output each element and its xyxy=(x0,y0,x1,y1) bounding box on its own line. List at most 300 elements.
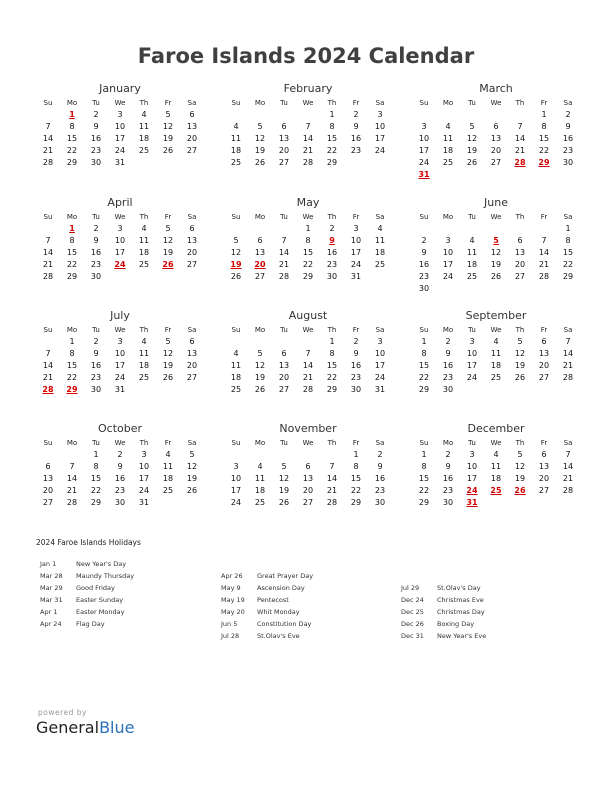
day-cell: 6 xyxy=(305,462,311,471)
day-cell: 3 xyxy=(469,337,475,346)
day-cell: 15 xyxy=(418,474,430,483)
day-cell: 4 xyxy=(257,462,263,471)
day-cell: 13 xyxy=(514,248,526,257)
day-cell: 28 xyxy=(42,158,54,167)
holiday-date-label: May 19 xyxy=(221,596,245,604)
day-cell: 28 xyxy=(562,373,574,382)
empty-cell xyxy=(224,449,248,461)
day-cell: 30 xyxy=(442,385,454,394)
day-cell: 22 xyxy=(302,260,314,269)
day-cell: 21 xyxy=(42,373,54,382)
day-cell: 2 xyxy=(353,110,359,119)
holiday-column xyxy=(40,558,134,630)
day-cell: 13 xyxy=(42,474,54,483)
day-cell: 11 xyxy=(138,122,150,131)
month-name: December xyxy=(467,422,525,435)
weekday-header: Mo xyxy=(254,99,266,107)
weekday-header: Su xyxy=(43,326,53,334)
day-cell: 13 xyxy=(278,361,290,370)
day-cell: 4 xyxy=(165,450,171,459)
day-cell: 19 xyxy=(514,474,526,483)
weekday-header: We xyxy=(302,439,314,447)
holiday-row xyxy=(401,618,486,630)
day-cell: 17 xyxy=(466,474,478,483)
weekday-header: Th xyxy=(515,439,525,447)
day-cell: 5 xyxy=(165,337,171,346)
month-november xyxy=(224,422,392,509)
holiday-date: 1 xyxy=(69,224,75,233)
weekday-header: Su xyxy=(43,99,53,107)
weekday-header: Mo xyxy=(66,439,78,447)
weekday-header: Th xyxy=(327,326,337,334)
holidays-title: 2024 Faroe Islands Holidays xyxy=(36,538,141,547)
day-cell: 7 xyxy=(45,236,51,245)
holiday-date: 29 xyxy=(66,385,78,394)
day-cell: 18 xyxy=(374,248,386,257)
month-name: June xyxy=(484,196,508,209)
day-cell: 22 xyxy=(350,486,362,495)
day-cell: 11 xyxy=(162,462,174,471)
holiday-date: 28 xyxy=(42,385,54,394)
day-cell: 31 xyxy=(138,498,150,507)
weekday-header: Fr xyxy=(540,439,548,447)
month-december xyxy=(412,422,580,509)
day-cell: 1 xyxy=(421,450,427,459)
day-cell: 19 xyxy=(162,361,174,370)
day-cell: 17 xyxy=(418,146,430,155)
day-cell: 1 xyxy=(353,450,359,459)
day-cell: 30 xyxy=(114,498,126,507)
day-cell: 21 xyxy=(42,260,54,269)
day-cell: 27 xyxy=(186,260,198,269)
day-cell: 25 xyxy=(490,373,502,382)
day-cell: 26 xyxy=(278,498,290,507)
weekday-header: Mo xyxy=(66,326,78,334)
day-cell: 24 xyxy=(230,498,242,507)
day-cell: 13 xyxy=(186,122,198,131)
day-cell: 26 xyxy=(490,272,502,281)
empty-cell xyxy=(320,449,344,461)
day-cell: 19 xyxy=(490,260,502,269)
holiday-date-label: Mar 29 xyxy=(40,584,63,592)
day-cell: 4 xyxy=(233,349,239,358)
weekday-header: Tu xyxy=(280,326,288,334)
weekday-header: Tu xyxy=(468,213,476,221)
month-may xyxy=(224,196,392,283)
day-cell: 1 xyxy=(329,337,335,346)
holiday-date-label: May 20 xyxy=(221,608,245,616)
day-cell: 25 xyxy=(138,373,150,382)
empty-cell xyxy=(248,336,272,348)
holiday-date: 9 xyxy=(329,236,335,245)
day-cell: 22 xyxy=(418,373,430,382)
day-cell: 16 xyxy=(374,474,386,483)
day-cell: 31 xyxy=(374,385,386,394)
day-cell: 15 xyxy=(562,248,574,257)
brand-general: General xyxy=(36,718,100,737)
day-cell: 15 xyxy=(326,134,338,143)
day-cell: 28 xyxy=(66,498,78,507)
empty-cell xyxy=(272,336,296,348)
day-cell: 8 xyxy=(69,349,75,358)
day-cell: 9 xyxy=(445,462,451,471)
day-cell: 21 xyxy=(278,260,290,269)
holiday-date-label: Apr 24 xyxy=(40,620,62,628)
weekday-header: We xyxy=(114,213,126,221)
weekday-header: Sa xyxy=(563,99,573,107)
holiday-date: 1 xyxy=(69,110,75,119)
day-cell: 21 xyxy=(326,486,338,495)
weekday-header: Fr xyxy=(164,439,172,447)
holiday-date-label: Dec 26 xyxy=(401,620,424,628)
holiday-row xyxy=(221,582,313,594)
day-cell: 3 xyxy=(377,110,383,119)
day-cell: 1 xyxy=(565,224,571,233)
empty-cell xyxy=(248,223,272,235)
day-cell: 23 xyxy=(442,486,454,495)
day-cell: 15 xyxy=(66,134,78,143)
day-cell: 9 xyxy=(353,349,359,358)
day-cell: 17 xyxy=(442,260,454,269)
weekday-header: Mo xyxy=(66,213,78,221)
weekday-header: Tu xyxy=(468,99,476,107)
day-cell: 14 xyxy=(42,134,54,143)
day-cell: 16 xyxy=(418,260,430,269)
day-cell: 12 xyxy=(162,349,174,358)
day-cell: 12 xyxy=(186,462,198,471)
day-cell: 10 xyxy=(114,349,126,358)
day-cell: 23 xyxy=(90,146,102,155)
day-cell: 2 xyxy=(93,110,99,119)
powered-by-label: powered by xyxy=(38,708,87,717)
weekday-header: We xyxy=(490,213,502,221)
day-cell: 24 xyxy=(442,272,454,281)
day-cell: 12 xyxy=(162,236,174,245)
empty-cell xyxy=(36,223,60,235)
weekday-header: Sa xyxy=(187,99,197,107)
month-january xyxy=(36,82,204,169)
day-cell: 11 xyxy=(254,474,266,483)
weekday-header: Su xyxy=(231,439,241,447)
day-cell: 8 xyxy=(305,236,311,245)
day-cell: 30 xyxy=(90,272,102,281)
day-cell: 4 xyxy=(377,224,383,233)
empty-cell xyxy=(460,223,484,235)
day-cell: 4 xyxy=(493,450,499,459)
day-cell: 27 xyxy=(186,373,198,382)
day-cell: 19 xyxy=(254,373,266,382)
day-cell: 1 xyxy=(69,337,75,346)
day-cell: 13 xyxy=(302,474,314,483)
month-name: April xyxy=(107,196,133,209)
holiday-date-label: Jul 28 xyxy=(221,632,240,640)
day-cell: 16 xyxy=(350,134,362,143)
day-cell: 3 xyxy=(117,337,123,346)
day-cell: 5 xyxy=(517,337,523,346)
day-cell: 19 xyxy=(186,474,198,483)
day-cell: 31 xyxy=(114,158,126,167)
day-cell: 8 xyxy=(421,349,427,358)
day-cell: 24 xyxy=(114,146,126,155)
day-cell: 4 xyxy=(445,122,451,131)
holiday-date: 24 xyxy=(114,260,126,269)
day-cell: 29 xyxy=(302,272,314,281)
month-name: August xyxy=(288,309,328,322)
empty-cell xyxy=(412,223,436,235)
day-cell: 14 xyxy=(302,361,314,370)
day-cell: 18 xyxy=(138,134,150,143)
day-cell: 30 xyxy=(562,158,574,167)
day-cell: 10 xyxy=(230,474,242,483)
day-cell: 25 xyxy=(138,146,150,155)
day-cell: 25 xyxy=(442,158,454,167)
day-cell: 25 xyxy=(230,158,242,167)
day-cell: 17 xyxy=(114,134,126,143)
day-cell: 5 xyxy=(165,110,171,119)
day-cell: 22 xyxy=(418,486,430,495)
month-name: February xyxy=(283,82,333,95)
holiday-date-label: Jul 29 xyxy=(401,584,420,592)
weekday-header: Su xyxy=(43,439,53,447)
day-cell: 8 xyxy=(329,349,335,358)
day-cell: 19 xyxy=(162,134,174,143)
day-cell: 7 xyxy=(565,337,571,346)
day-cell: 13 xyxy=(186,236,198,245)
day-cell: 15 xyxy=(350,474,362,483)
day-cell: 23 xyxy=(114,486,126,495)
day-cell: 9 xyxy=(377,462,383,471)
weekday-header: Th xyxy=(327,439,337,447)
day-cell: 3 xyxy=(377,337,383,346)
weekday-header: Tu xyxy=(92,99,100,107)
day-cell: 8 xyxy=(565,236,571,245)
weekday-header: Tu xyxy=(92,439,100,447)
day-cell: 24 xyxy=(374,373,386,382)
month-september xyxy=(412,309,580,396)
day-cell: 12 xyxy=(162,122,174,131)
holiday-row xyxy=(221,618,313,630)
day-cell: 12 xyxy=(466,134,478,143)
day-cell: 31 xyxy=(114,385,126,394)
day-cell: 3 xyxy=(421,122,427,131)
day-cell: 1 xyxy=(421,337,427,346)
day-cell: 7 xyxy=(45,122,51,131)
holiday-column xyxy=(221,570,313,642)
day-cell: 10 xyxy=(374,349,386,358)
month-name: October xyxy=(97,422,143,435)
day-cell: 18 xyxy=(230,146,242,155)
day-cell: 6 xyxy=(45,462,51,471)
holiday-date: 31 xyxy=(418,170,430,179)
weekday-header: Th xyxy=(515,99,525,107)
weekday-header: Tu xyxy=(468,439,476,447)
day-cell: 14 xyxy=(326,474,338,483)
day-cell: 1 xyxy=(541,110,547,119)
holiday-name: Constitution Day xyxy=(257,620,312,628)
holiday-date: 25 xyxy=(490,486,502,495)
day-cell: 24 xyxy=(350,260,362,269)
day-cell: 4 xyxy=(469,236,475,245)
day-cell: 30 xyxy=(374,498,386,507)
empty-cell xyxy=(296,109,320,121)
day-cell: 29 xyxy=(418,498,430,507)
day-cell: 15 xyxy=(66,361,78,370)
day-cell: 2 xyxy=(377,450,383,459)
holiday-name: Pentecost xyxy=(257,596,289,604)
day-cell: 30 xyxy=(90,158,102,167)
holiday-date: 28 xyxy=(514,158,526,167)
holiday-date-label: Jan 1 xyxy=(40,560,57,568)
empty-cell xyxy=(60,449,84,461)
month-february xyxy=(224,82,392,169)
day-cell: 16 xyxy=(442,361,454,370)
holiday-date-label: Apr 26 xyxy=(221,572,243,580)
day-cell: 12 xyxy=(254,134,266,143)
day-cell: 9 xyxy=(565,122,571,131)
day-cell: 30 xyxy=(442,498,454,507)
weekday-header: Th xyxy=(139,99,149,107)
weekday-header: We xyxy=(490,99,502,107)
weekday-header: Mo xyxy=(254,439,266,447)
holiday-row xyxy=(221,570,313,582)
holiday-name: Great Prayer Day xyxy=(257,572,314,580)
weekday-header: Su xyxy=(231,326,241,334)
day-cell: 27 xyxy=(302,498,314,507)
day-cell: 22 xyxy=(326,373,338,382)
day-cell: 24 xyxy=(374,146,386,155)
day-cell: 27 xyxy=(254,272,266,281)
day-cell: 22 xyxy=(90,486,102,495)
day-cell: 19 xyxy=(514,361,526,370)
day-cell: 8 xyxy=(541,122,547,131)
day-cell: 27 xyxy=(490,158,502,167)
day-cell: 9 xyxy=(93,236,99,245)
day-cell: 30 xyxy=(326,272,338,281)
day-cell: 20 xyxy=(186,134,198,143)
day-cell: 5 xyxy=(257,349,263,358)
weekday-header: Sa xyxy=(187,213,197,221)
day-cell: 2 xyxy=(421,236,427,245)
day-cell: 10 xyxy=(466,462,478,471)
day-cell: 7 xyxy=(541,236,547,245)
weekday-header: Th xyxy=(139,213,149,221)
day-cell: 3 xyxy=(233,462,239,471)
holiday-row xyxy=(40,606,134,618)
day-cell: 26 xyxy=(254,385,266,394)
weekday-header: Th xyxy=(139,326,149,334)
day-cell: 21 xyxy=(562,474,574,483)
holiday-name: Boxing Day xyxy=(437,620,475,628)
day-cell: 6 xyxy=(541,337,547,346)
day-cell: 29 xyxy=(90,498,102,507)
day-cell: 14 xyxy=(562,462,574,471)
day-cell: 26 xyxy=(230,272,242,281)
weekday-header: Fr xyxy=(540,213,548,221)
day-cell: 28 xyxy=(302,158,314,167)
holiday-row xyxy=(401,630,486,642)
day-cell: 28 xyxy=(538,272,550,281)
day-cell: 12 xyxy=(514,462,526,471)
weekday-header: Sa xyxy=(187,439,197,447)
day-cell: 27 xyxy=(538,373,550,382)
day-cell: 24 xyxy=(114,373,126,382)
empty-cell xyxy=(224,336,248,348)
weekday-header: Fr xyxy=(164,326,172,334)
day-cell: 26 xyxy=(514,373,526,382)
holiday-row xyxy=(40,582,134,594)
empty-cell xyxy=(532,223,556,235)
day-cell: 16 xyxy=(114,474,126,483)
day-cell: 14 xyxy=(562,349,574,358)
day-cell: 11 xyxy=(138,236,150,245)
holiday-date-label: Mar 28 xyxy=(40,572,63,580)
day-cell: 16 xyxy=(90,134,102,143)
day-cell: 26 xyxy=(186,486,198,495)
day-cell: 18 xyxy=(138,361,150,370)
day-cell: 28 xyxy=(326,498,338,507)
month-name: November xyxy=(279,422,337,435)
day-cell: 29 xyxy=(66,272,78,281)
empty-cell xyxy=(296,336,320,348)
weekday-header: Su xyxy=(419,439,429,447)
day-cell: 21 xyxy=(538,260,550,269)
empty-cell xyxy=(484,109,508,121)
day-cell: 18 xyxy=(466,260,478,269)
day-cell: 14 xyxy=(42,361,54,370)
weekday-header: Su xyxy=(43,213,53,221)
day-cell: 20 xyxy=(538,361,550,370)
day-cell: 29 xyxy=(66,158,78,167)
empty-cell xyxy=(224,109,248,121)
day-cell: 20 xyxy=(514,260,526,269)
weekday-header: Sa xyxy=(563,213,573,221)
weekday-header: Sa xyxy=(563,326,573,334)
day-cell: 7 xyxy=(281,236,287,245)
day-cell: 22 xyxy=(538,146,550,155)
day-cell: 5 xyxy=(233,236,239,245)
day-cell: 25 xyxy=(374,260,386,269)
day-cell: 2 xyxy=(93,224,99,233)
day-cell: 28 xyxy=(42,272,54,281)
day-cell: 18 xyxy=(490,474,502,483)
holiday-date: 5 xyxy=(493,236,499,245)
empty-cell xyxy=(436,109,460,121)
day-cell: 14 xyxy=(66,474,78,483)
weekday-header: Tu xyxy=(280,439,288,447)
day-cell: 8 xyxy=(69,236,75,245)
weekday-header: Sa xyxy=(375,326,385,334)
weekday-header: We xyxy=(114,439,126,447)
day-cell: 17 xyxy=(114,248,126,257)
day-cell: 30 xyxy=(350,385,362,394)
weekday-header: Su xyxy=(231,99,241,107)
day-cell: 23 xyxy=(350,373,362,382)
day-cell: 19 xyxy=(278,486,290,495)
day-cell: 4 xyxy=(141,110,147,119)
day-cell: 17 xyxy=(138,474,150,483)
day-cell: 18 xyxy=(490,361,502,370)
holiday-date: 26 xyxy=(514,486,526,495)
holiday-date: 26 xyxy=(162,260,174,269)
day-cell: 19 xyxy=(254,146,266,155)
holiday-name: Easter Sunday xyxy=(76,596,124,604)
day-cell: 6 xyxy=(517,236,523,245)
day-cell: 6 xyxy=(281,349,287,358)
empty-cell xyxy=(224,223,248,235)
empty-cell xyxy=(508,223,532,235)
day-cell: 14 xyxy=(514,134,526,143)
day-cell: 29 xyxy=(418,385,430,394)
